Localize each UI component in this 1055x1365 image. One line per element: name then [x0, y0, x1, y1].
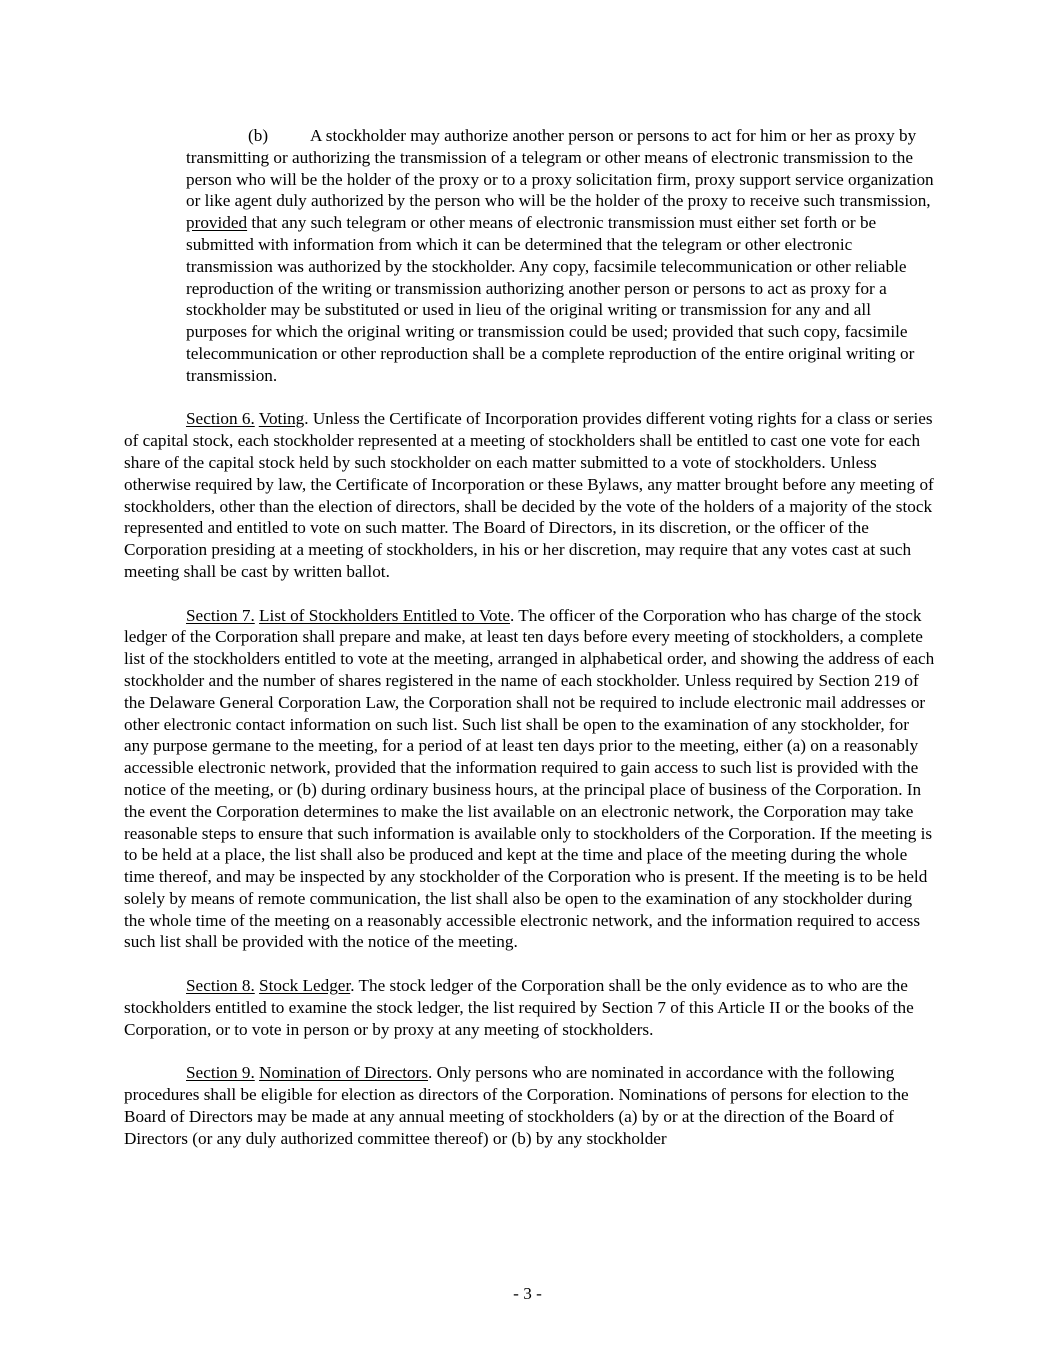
section-heading: Stock Ledger — [259, 976, 351, 996]
section-8 — [124, 975, 936, 1040]
section-body: . The stock ledger of the Corporation shall be the only evidence as to who are the stockholders entitled to examine the stock ledger, the list required by Section 7 of this Article II or the books of the Corporation, or to vote in person or by proxy at any meeting of stockholders. — [124, 976, 914, 1039]
section-heading: Voting — [258, 409, 305, 429]
section-heading: List of Stockholders Entitled to Vote — [259, 605, 511, 625]
paragraph-b — [186, 125, 936, 387]
section-number: Section 9. — [186, 1063, 255, 1083]
section-number: Section 8. — [186, 976, 255, 996]
section-number: Section 7. — [186, 605, 255, 625]
section-9 — [124, 1062, 936, 1149]
section-body: . The officer of the Corporation who has charge of the stock ledger of the Corporation shall prepare and make, at least ten days before every meeting of stockholders, a complete list of the stockholders entitled to vote at the meeting, arranged in alphabetical order, and showing the address of each stockholder and the number of shares registered in the name of each stockholder. Unless required by Section 219 of the Delaware General Corporation Law, the Corporation shall not be required to include electronic mail addresses or other electronic contact information on such list. Such list shall be open to the examination of any stockholder, for any purpose germane to the meeting, for a period of at least ten days prior to the meeting, either (a) on a reasonably accessible electronic network, provided that the information required to gain access to such list is provided with the notice of the meeting, or (b) during ordinary business hours, at the principal place of business of the Corporation. In the event the Corporation determines to make the list available on an electronic network, the Corporation may take reasonable steps to ensure that such information is available only to stockholders of the Corporation. If the meeting is to be held at a place, the list shall also be produced and kept at the time and place of the meeting during the whole time thereof, and may be inspected by any stockholder of the Corporation who is present. If the meeting is to be held solely by means of remote communication, the list shall also be open to the examination of any stockholder during the whole time of the meeting on a reasonably accessible electronic network, and the information required to access such list shall be provided with the notice of the meeting. — [124, 605, 935, 952]
section-6 — [124, 408, 936, 582]
paragraph-text-continued: that any such telegram or other means of electronic transmission must either set forth or be submitted with information from which it can be determined that the telegram or other electronic transmission was authorized by the stockholder. Any copy, facsimile telecommunication or other reliable reproduction of the writing or transmission authorizing another person or persons to act as proxy for a stockholder may be substituted or used in lieu of the original writing or transmission for any and all purposes for which the original writing or transmission could be used; provided that such copy, facsimile telecommunication or other reproduction shall be a complete reproduction of the entire original writing or transmission. — [186, 213, 915, 385]
provided-underlined: provided — [186, 213, 248, 233]
paragraph-label: (b) — [248, 126, 269, 145]
section-body: . Only persons who are nominated in accordance with the following procedures shall be eligible for election as directors of the Corporation. Nominations of persons for election to the Board of Directors may be made at any annual meeting of stockholders (a) by or at the direction of the Board of Directors (or any duly authorized committee thereof) or (b) by any stockholder — [124, 1063, 909, 1148]
paragraph-text: A stockholder may authorize another person or persons to act for him or her as proxy by transmitting or authorizing the transmission of a telegram or other means of electronic transmission to the person who will be the holder of the proxy or to a proxy solicitation firm, proxy support service organization or like agent duly authorized by the person who will be the holder of the proxy to receive such transmission, — [186, 126, 934, 211]
section-number: Section 6. — [186, 409, 255, 429]
section-heading: Nomination of Directors — [259, 1063, 429, 1083]
section-body: . Unless the Certificate of Incorporation provides different voting rights for a class or series of capital stock, each stockholder represented at a meeting of stockholders shall be entitled to cast one vote for each share of the capital stock held by such stockholder on each matter submitted to a vote of stockholders. Unless otherwise required by law, the Certificate of Incorporation or these Bylaws, any matter brought before any meeting of stockholders, other than the election of directors, shall be decided by the vote of the holders of a majority of the stock represented and entitled to vote on such matter. The Board of Directors, in its discretion, or the officer of the Corporation presiding at a meeting of stockholders, in his or her discretion, may require that any votes cast at such meeting shall be cast by written ballot. — [124, 409, 934, 581]
section-7 — [124, 605, 936, 954]
page-number: - 3 - — [513, 1284, 542, 1303]
page-body — [124, 125, 936, 1171]
